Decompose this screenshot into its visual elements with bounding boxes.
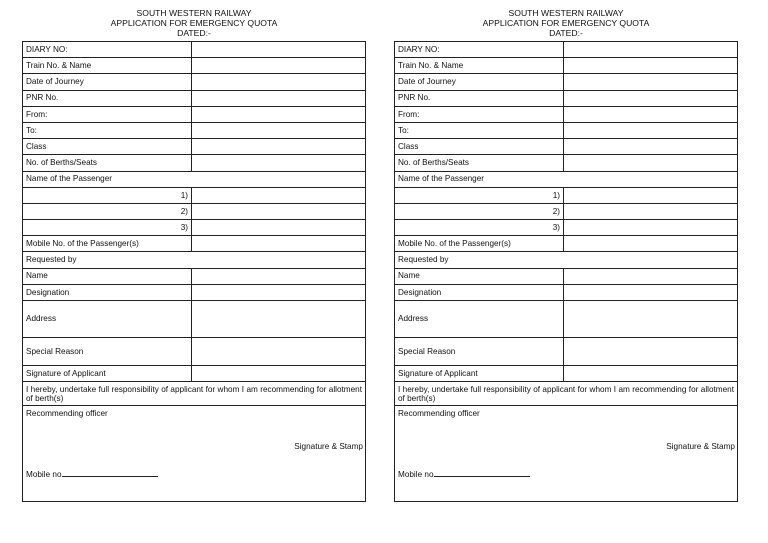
form-copy-left [22,8,366,502]
row-requested-by [23,252,366,268]
row-mobile-passengers [23,236,366,252]
row-diary-no [395,42,738,58]
label: Designation [23,284,192,300]
mobile-no-line [26,469,158,480]
label: Requested by [395,252,738,268]
row-name [395,268,738,284]
signature-stamp-label: Signature & Stamp [294,442,363,452]
row-passenger-1 [395,187,738,203]
pnr-field[interactable] [192,90,366,106]
label: 2) [23,203,192,219]
label: DIARY NO: [395,42,564,58]
passenger-3-field[interactable] [192,220,366,236]
form-title: APPLICATION FOR EMERGENCY QUOTA [482,18,650,28]
row-passenger-2 [395,203,738,219]
row-passenger-3 [23,220,366,236]
label: PNR No. [23,90,192,106]
pnr-field[interactable] [564,90,738,106]
designation-field[interactable] [192,284,366,300]
label: 3) [395,220,564,236]
row-to [395,122,738,138]
row-train [395,58,738,74]
special-reason-field[interactable] [564,338,738,366]
train-field[interactable] [192,58,366,74]
application-table [394,41,738,502]
label: Name [23,268,192,284]
signature-applicant-field[interactable] [192,366,366,382]
row-from [395,106,738,122]
dated-label: DATED:- [549,28,583,38]
label: From: [23,106,192,122]
label: 1) [23,187,192,203]
label: Designation [395,284,564,300]
diary-no-field[interactable] [564,42,738,58]
label: Train No. & Name [23,58,192,74]
label: Date of Journey [23,74,192,90]
berths-field[interactable] [564,155,738,171]
row-special-reason [395,338,738,366]
row-signature-applicant [23,366,366,382]
passenger-2-field[interactable] [564,203,738,219]
row-pnr [23,90,366,106]
label: 3) [23,220,192,236]
signature-applicant-field[interactable] [564,366,738,382]
mobile-no-label: Mobile no [26,470,62,480]
name-field[interactable] [564,268,738,284]
label: Address [395,301,564,338]
undertaking-text: I hereby, undertake full responsibility of applicant for whom I am recommending for allotment of berth(s) [395,382,738,406]
row-from [23,106,366,122]
recommending-box [395,406,738,502]
label: Name [395,268,564,284]
diary-no-field[interactable] [192,42,366,58]
address-field[interactable] [192,301,366,338]
label: To: [395,122,564,138]
address-field[interactable] [564,301,738,338]
row-recommending [395,406,738,502]
row-train [23,58,366,74]
from-field[interactable] [192,106,366,122]
date-field[interactable] [564,74,738,90]
label: Class [395,139,564,155]
label: Signature of Applicant [23,366,192,382]
recommending-officer-label: Recommending officer [398,409,480,419]
passenger-1-field[interactable] [192,187,366,203]
label: 1) [395,187,564,203]
dated-label: DATED:- [177,28,211,38]
row-special-reason [23,338,366,366]
row-mobile-passengers [395,236,738,252]
mobile-no-line [398,469,530,480]
passenger-2-field[interactable] [192,203,366,219]
row-address [23,301,366,338]
label: To: [23,122,192,138]
form-header [22,8,366,38]
mobile-no-label: Mobile no [398,470,434,480]
row-designation [395,284,738,300]
row-date [23,74,366,90]
row-passenger-2 [23,203,366,219]
row-to [23,122,366,138]
date-field[interactable] [192,74,366,90]
row-passenger-1 [23,187,366,203]
designation-field[interactable] [564,284,738,300]
row-recommending [23,406,366,502]
mobile-no-blank[interactable] [62,469,158,477]
recommending-box [23,406,366,502]
row-berths [395,155,738,171]
row-berths [23,155,366,171]
label: Name of the Passenger [395,171,738,187]
label: Class [23,139,192,155]
passenger-1-field[interactable] [564,187,738,203]
passenger-3-field[interactable] [564,220,738,236]
label: PNR No. [395,90,564,106]
label: From: [395,106,564,122]
form-title: APPLICATION FOR EMERGENCY QUOTA [110,18,278,28]
row-class [23,139,366,155]
recommending-officer-label: Recommending officer [26,409,108,419]
row-name [23,268,366,284]
mobile-no-blank[interactable] [434,469,530,477]
from-field[interactable] [564,106,738,122]
undertaking-text: I hereby, undertake full responsibility of applicant for whom I am recommending for allotment of berth(s) [23,382,366,406]
label: Requested by [23,252,366,268]
row-diary-no [23,42,366,58]
label: No. of Berths/Seats [23,155,192,171]
name-field[interactable] [192,268,366,284]
row-pnr [395,90,738,106]
row-passenger-name [23,171,366,187]
row-signature-applicant [395,366,738,382]
mobile-passengers-field[interactable] [192,236,366,252]
label: 2) [395,203,564,219]
row-undertaking [395,382,738,406]
label: Train No. & Name [395,58,564,74]
form-copy-right [394,8,738,502]
row-undertaking [23,382,366,406]
row-passenger-name [395,171,738,187]
class-field[interactable] [564,139,738,155]
label: No. of Berths/Seats [395,155,564,171]
form-header [394,8,738,38]
label: Signature of Applicant [395,366,564,382]
signature-stamp-label: Signature & Stamp [666,442,735,452]
to-field[interactable] [192,122,366,138]
label: Date of Journey [395,74,564,90]
label: Mobile No. of the Passenger(s) [395,236,564,252]
train-field[interactable] [564,58,738,74]
special-reason-field[interactable] [192,338,366,366]
berths-field[interactable] [192,155,366,171]
label: Mobile No. of the Passenger(s) [23,236,192,252]
application-table [22,41,366,502]
class-field[interactable] [192,139,366,155]
org-name: SOUTH WESTERN RAILWAY [136,8,252,18]
to-field[interactable] [564,122,738,138]
label: Special Reason [23,338,192,366]
row-passenger-3 [395,220,738,236]
row-date [395,74,738,90]
mobile-passengers-field[interactable] [564,236,738,252]
label: DIARY NO: [23,42,192,58]
org-name: SOUTH WESTERN RAILWAY [508,8,624,18]
row-requested-by [395,252,738,268]
row-class [395,139,738,155]
label: Address [23,301,192,338]
label: Special Reason [395,338,564,366]
row-address [395,301,738,338]
label: Name of the Passenger [23,171,366,187]
row-designation [23,284,366,300]
